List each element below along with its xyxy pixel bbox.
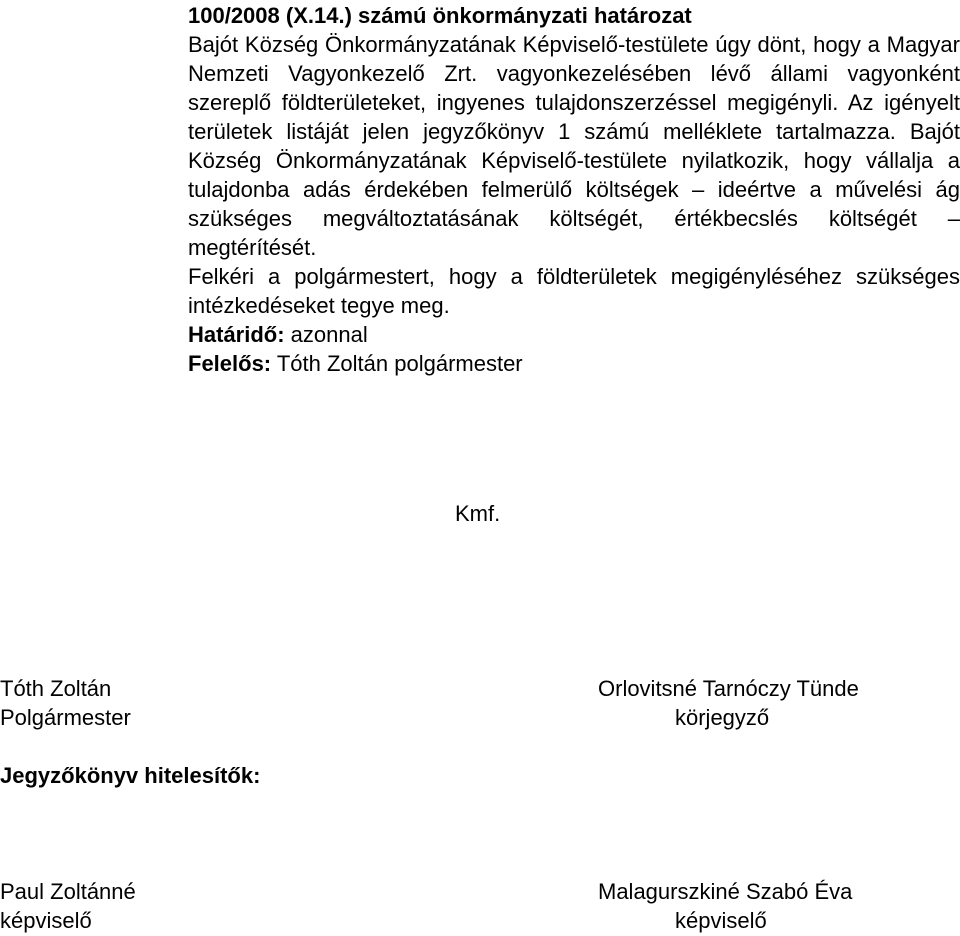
responsible-label: Felelős: <box>188 351 272 376</box>
notary-signature-block <box>598 674 859 732</box>
responsible-line <box>188 349 960 378</box>
kmf-closing: Kmf. <box>455 501 501 526</box>
authenticator-left-role: képviselő <box>0 908 92 933</box>
resolution-title: 100/2008 (X.14.) számú önkormányzati határozat <box>188 3 692 28</box>
responsible-value: Tóth Zoltán polgármester <box>271 351 523 376</box>
resolution-body: Bajót Község Önkormányzatának Képviselő-testülete úgy dönt, hogy a Magyar Nemzeti Vagyonkezelő Zrt. vagyonkezelésében lévő állami vagyonként szereplő földterületeket, ingyenes tulajdonszerzéssel megigényli. Az igényelt területek listáját jelen jegyzőkönyv 1 számú melléklete tartalmazza. Bajót Község Önkormányzatának Képviselő-testülete nyilatkozik, hogy vállalja a tulajdonba adás érdekében felmerülő költségek – ideértve a művelési ág szükséges megváltoztatásának költségét, értékbecslés költségét – megtérítését. <box>188 32 960 260</box>
notary-name: Orlovitsné Tarnóczy Tünde <box>598 676 859 701</box>
deadline-value: azonnal <box>284 322 368 347</box>
notary-role: körjegyző <box>675 705 770 730</box>
resolution-request: Felkéri a polgármestert, hogy a földterületek megigényléséhez szükséges intézkedéseket tegye meg. <box>188 264 960 318</box>
authenticator-right-name: Malagurszkiné Szabó Éva <box>598 879 853 904</box>
authenticators-heading: Jegyzőkönyv hitelesítők: <box>0 763 261 788</box>
deadline-line <box>188 320 960 349</box>
mayor-role: Polgármester <box>0 705 131 730</box>
authenticator-right-role: képviselő <box>675 908 767 933</box>
authenticator-right-block <box>598 877 852 935</box>
deadline-label: Határidő: <box>188 322 285 347</box>
mayor-name: Tóth Zoltán <box>0 676 112 701</box>
mayor-signature-block <box>0 674 131 732</box>
resolution-section <box>188 1 960 378</box>
authenticator-left-name: Paul Zoltánné <box>0 879 136 904</box>
authenticator-left-block <box>0 877 136 935</box>
